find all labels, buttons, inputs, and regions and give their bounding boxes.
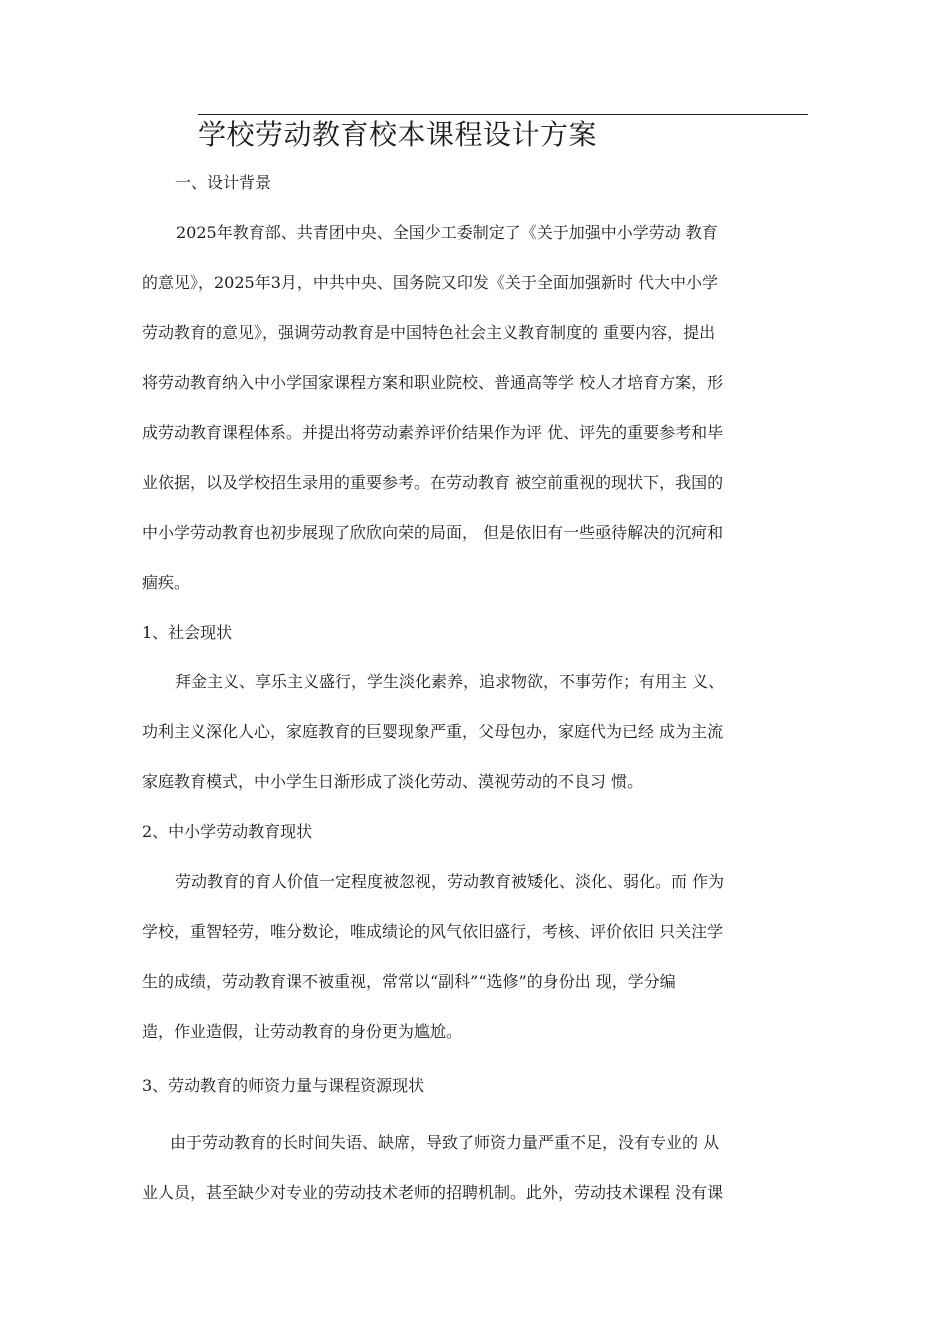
subsection-heading-teachers: 3、劳动教育的师资力量与课程资源现状 (142, 1076, 425, 1095)
paragraph-line: 业人员，甚至缺少对专业的劳动技术老师的招聘机制。此外，劳动技术课程 没有课 (142, 1183, 724, 1202)
paragraph-line: 造，作业造假，让劳动教育的身份更为尴尬。 (142, 1022, 463, 1041)
paragraph-line: 功利主义深化人心，家庭教育的巨婴现象严重，父母包办，家庭代为已经 成为主流 (142, 722, 724, 741)
paragraph-line: 中小学劳动教育也初步展现了欣欣向荣的局面， 但是依旧有一些亟待解决的沉疴和 (142, 523, 724, 542)
paragraph-line: 的意见》，2025年3月，中共中央、国务院又印发《关于全面加强新时 代大中小学 (142, 273, 718, 292)
page-title: 学校劳动教育校本课程设计方案 (198, 118, 598, 151)
subsection-heading-social: 1、社会现状 (142, 623, 233, 642)
paragraph-line: 业依据，以及学校招生录用的重要参考。在劳动教育 被空前重视的现状下，我国的 (142, 473, 724, 492)
paragraph-line: 劳动教育的意见》，强调劳动教育是中国特色社会主义教育制度的 重要内容，提出 (142, 323, 716, 342)
paragraph-line: 痼疾。 (142, 573, 191, 592)
paragraph-line: 劳动教育的育人价值一定程度被忽视，劳动教育被矮化、淡化、弱化。而 作为 (175, 872, 725, 891)
paragraph-line: 成劳动教育课程体系。并提出将劳动素养评价结果作为评 优、评先的重要参考和毕 (142, 423, 724, 442)
section-heading: 一、设计背景 (175, 173, 272, 192)
paragraph-line: 学校，重智轻劳，唯分数论，唯成绩论的风气依旧盛行，考核、评价依旧 只关注学 (142, 922, 724, 941)
paragraph-line: 将劳动教育纳入中小学国家课程方案和职业院校、普通高等学 校人才培育方案，形 (142, 373, 724, 392)
paragraph-line: 拜金主义、享乐主义盛行，学生淡化素养，追求物欲，不事劳作；有用主 义、 (175, 672, 725, 691)
paragraph-line: 2025年教育部、共青团中央、全国少工委制定了《关于加强中小学劳动 教育 (176, 223, 718, 242)
subsection-heading-school: 2、中小学劳动教育现状 (142, 822, 313, 841)
paragraph-line: 由于劳动教育的长时间失语、缺席，导致了师资力量严重不足，没有专业的 从 (170, 1133, 720, 1152)
paragraph-line: 家庭教育模式，中小学生日渐形成了淡化劳动、漠视劳动的不良习 惯。 (142, 772, 644, 791)
paragraph-line: 生的成绩，劳动教育课不被重视，常常以“副科”“选修”的身份出 现，学分编 (142, 972, 676, 991)
